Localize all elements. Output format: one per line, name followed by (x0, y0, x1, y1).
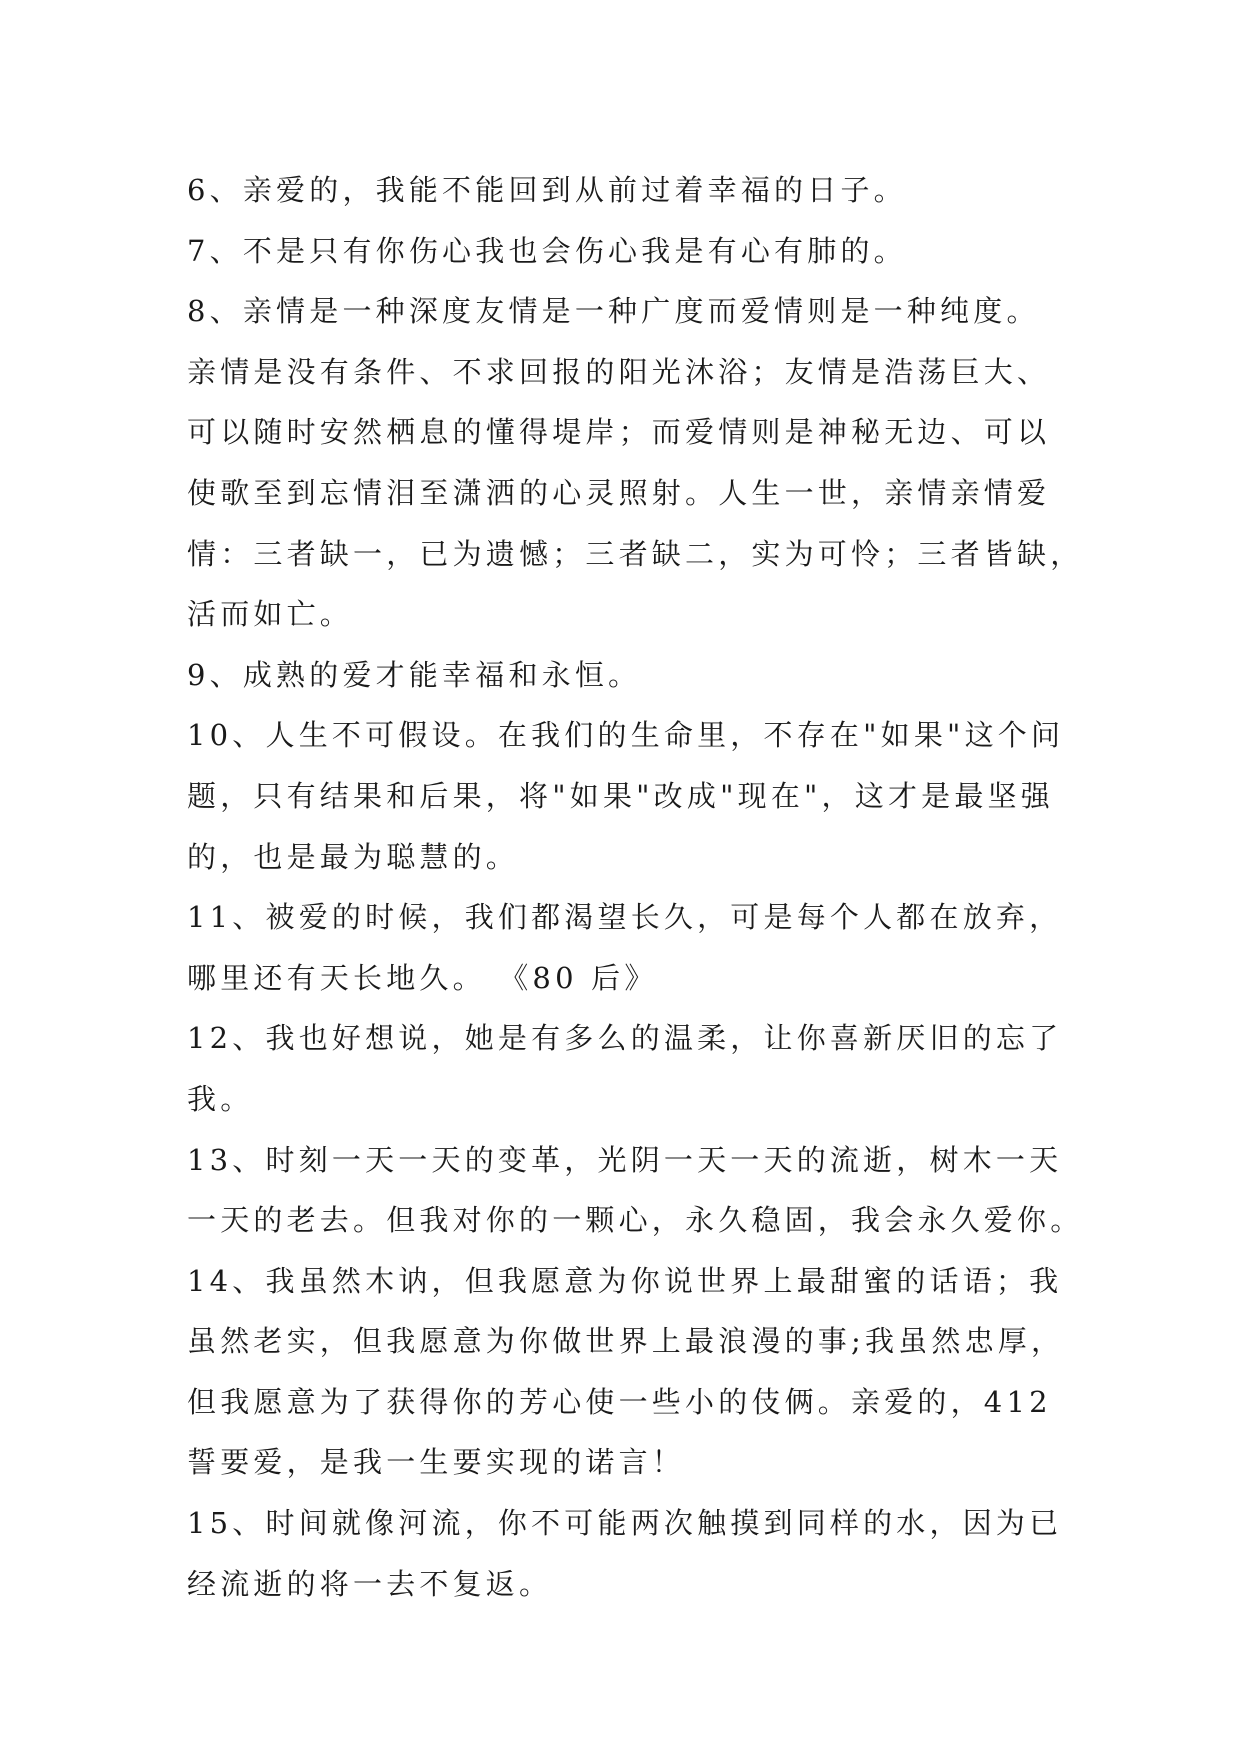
text-line: 12、我也好想说，她是有多么的温柔，让你喜新厌旧的忘了 (187, 1021, 1063, 1056)
text-line: 但我愿意为了获得你的芳心使一些小的伎俩。亲爱的，412 (187, 1384, 1052, 1419)
text-line: 可以随时安然栖息的懂得堤岸；而爱情则是神秘无边、可以 (187, 415, 1051, 450)
text-line: 6、亲爱的，我能不能回到从前过着幸福的日子。 (187, 173, 907, 207)
text-line: 使歌至到忘情泪至潇洒的心灵照射。人生一世，亲情亲情爱 (187, 475, 1051, 510)
text-line: 15、时间就像河流，你不可能两次触摸到同样的水，因为已 (187, 1506, 1063, 1541)
text-line: 10、人生不可假设。在我们的生命里，不存在"如果"这个问 (187, 718, 1065, 753)
text-line: 一天的老去。但我对你的一颗心，永久稳固，我会永久爱你。 (187, 1203, 1084, 1238)
text-line: 我。 (187, 1081, 254, 1116)
document-body (187, 160, 1084, 1614)
text-line: 7、不是只有你伤心我也会伤心我是有心有肺的。 (187, 233, 907, 268)
text-line: 11、被爱的时候，我们都渴望长久，可是每个人都在放弃， (187, 900, 1063, 935)
text-line: 誓要爱，是我一生要实现的诺言！ (187, 1445, 686, 1480)
text-line: 虽然老实，但我愿意为你做世界上最浪漫的事;我虽然忠厚， (187, 1324, 1065, 1359)
text-line: 情：三者缺一，已为遗憾；三者缺二，实为可怜；三者皆缺， (187, 536, 1084, 571)
text-line: 亲情是没有条件、不求回报的阳光沐浴；友情是浩荡巨大、 (187, 354, 1051, 389)
text-line: 8、亲情是一种深度友情是一种广度而爱情则是一种纯度。 (187, 294, 1040, 329)
text-line: 的，也是最为聪慧的。 (187, 839, 520, 874)
text-line: 9、成熟的爱才能幸福和永恒。 (187, 657, 642, 692)
text-line: 14、我虽然木讷，但我愿意为你说世界上最甜蜜的话语；我 (187, 1263, 1063, 1298)
text-line: 哪里还有天长地久。 《80 后》 (187, 960, 658, 995)
text-line: 题，只有结果和后果，将"如果"改成"现在"，这才是最坚强 (187, 778, 1054, 813)
text-line: 活而如亡。 (187, 597, 354, 632)
text-line: 13、时刻一天一天的变革，光阴一天一天的流逝，树木一天 (187, 1142, 1063, 1177)
text-line: 经流逝的将一去不复返。 (187, 1566, 553, 1601)
